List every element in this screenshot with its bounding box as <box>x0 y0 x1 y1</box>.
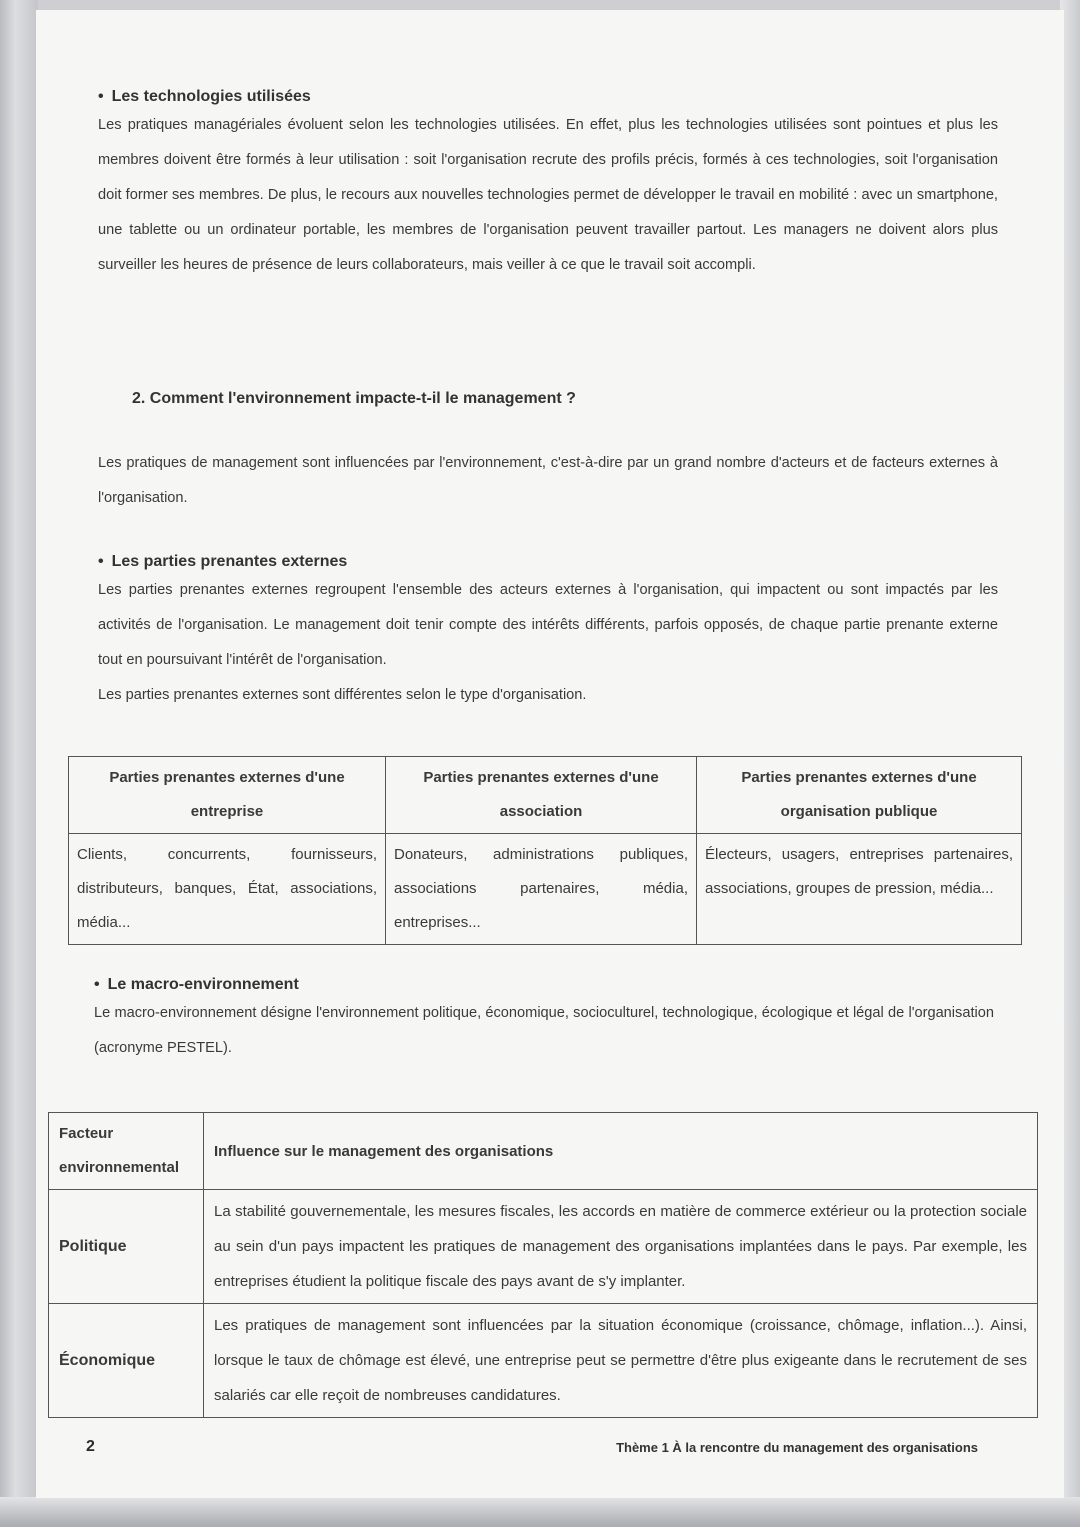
influence-politique: La stabilité gouvernementale, les mesures fiscales, les accords en matière de commerce extérieur ou la protection sociale au sein d'un pays impactent les pratiques de management des organisations implantées dans le pays. Par exemple, les entreprises étudient la politique fiscale des pays avant de s'y implanter. <box>204 1190 1038 1304</box>
table-row <box>49 1304 1038 1418</box>
table-row <box>69 834 1022 945</box>
bullet-icon: • <box>98 88 104 105</box>
section-parties-text: Les parties prenantes externes regroupent l'ensemble des acteurs externes à l'organisation, qui impactent ou sont impactés par les activités de l'organisation. Le management doit tenir compte des intérêts différents, parfois opposés, de chaque partie prenante externe tout en poursuivant l'intérêt de l'organisation. <box>98 582 998 668</box>
header-organisation-publique: Parties prenantes externes d'une organisation publique <box>697 757 1022 834</box>
section-2-title: 2. Comment l'environnement impacte-t-il le management ? <box>132 390 576 407</box>
section-technologies <box>98 88 998 283</box>
section-technologies-title: • Les technologies utilisées <box>98 88 311 105</box>
factor-politique: Politique <box>49 1190 204 1304</box>
binder-edge-bottom <box>0 1497 1080 1527</box>
table-pestel <box>48 1112 1038 1418</box>
factor-economique: Économique <box>49 1304 204 1418</box>
table-header-row <box>69 757 1022 834</box>
table-header-row <box>49 1113 1038 1190</box>
binder-edge-left <box>0 0 38 1527</box>
bullet-icon: • <box>98 553 104 570</box>
section-2-heading <box>132 390 1032 408</box>
section-macro-title: • Le macro-environnement <box>94 976 299 993</box>
header-association: Parties prenantes externes d'une association <box>386 757 697 834</box>
cell-entreprise: Clients, concurrents, fournisseurs, distributeurs, banques, État, associations, média... <box>69 834 386 945</box>
bullet-icon: • <box>94 976 100 993</box>
section-macro-text: Le macro-environnement désigne l'environnement politique, économique, socioculturel, technologique, écologique et légal de l'organisation (acronyme PESTEL). <box>94 1005 994 1056</box>
header-facteur: Facteur environnemental <box>49 1113 204 1190</box>
cell-organisation-publique: Électeurs, usagers, entreprises partenaires, associations, groupes de pression, média... <box>697 834 1022 945</box>
table-row <box>49 1190 1038 1304</box>
section-2-text: Les pratiques de management sont influencées par l'environnement, c'est-à-dire par un grand nombre d'acteurs et de facteurs externes à l'organisation. <box>98 455 998 506</box>
section-parties-title: • Les parties prenantes externes <box>98 553 348 570</box>
cell-association: Donateurs, administrations publiques, associations partenaires, média, entreprises... <box>386 834 697 945</box>
page-number: 2 <box>86 1438 95 1455</box>
section-technologies-text: Les pratiques managériales évoluent selon les technologies utilisées. En effet, plus les technologies utilisées sont pointues et plus les membres doivent être formés à leur utilisation : soit l'organisation recrute des profils précis, formés à ces technologies, soit l'organisation doit former ses membres. De plus, le recours aux nouvelles technologies permet de développer le travail en mobilité : avec un smartphone, une tablette ou un ordinateur portable, les membres de l'organisation peuvent travailler partout. Les managers ne doivent alors plus surveiller les heures de présence de leurs collaborateurs, mais veiller à ce que le travail soit accompli. <box>98 117 998 273</box>
header-influence: Influence sur le management des organisations <box>204 1113 1038 1190</box>
section-parties <box>98 553 998 713</box>
document-page <box>36 10 1064 1498</box>
footer-theme: Thème 1 À la rencontre du management des organisations <box>616 1440 978 1455</box>
section-macro <box>94 976 994 1066</box>
table-parties-prenantes <box>68 756 1022 945</box>
section-2-body <box>98 446 998 516</box>
header-entreprise: Parties prenantes externes d'une entreprise <box>69 757 386 834</box>
section-parties-text-2: Les parties prenantes externes sont différentes selon le type d'organisation. <box>98 687 587 703</box>
influence-economique: Les pratiques de management sont influencées par la situation économique (croissance, chômage, inflation...). Ainsi, lorsque le taux de chômage est élevé, une entreprise peut se permettre d'être plus exigeante dans le recrutement de ses salariés car elle reçoit de nombreuses candidatures. <box>204 1304 1038 1418</box>
